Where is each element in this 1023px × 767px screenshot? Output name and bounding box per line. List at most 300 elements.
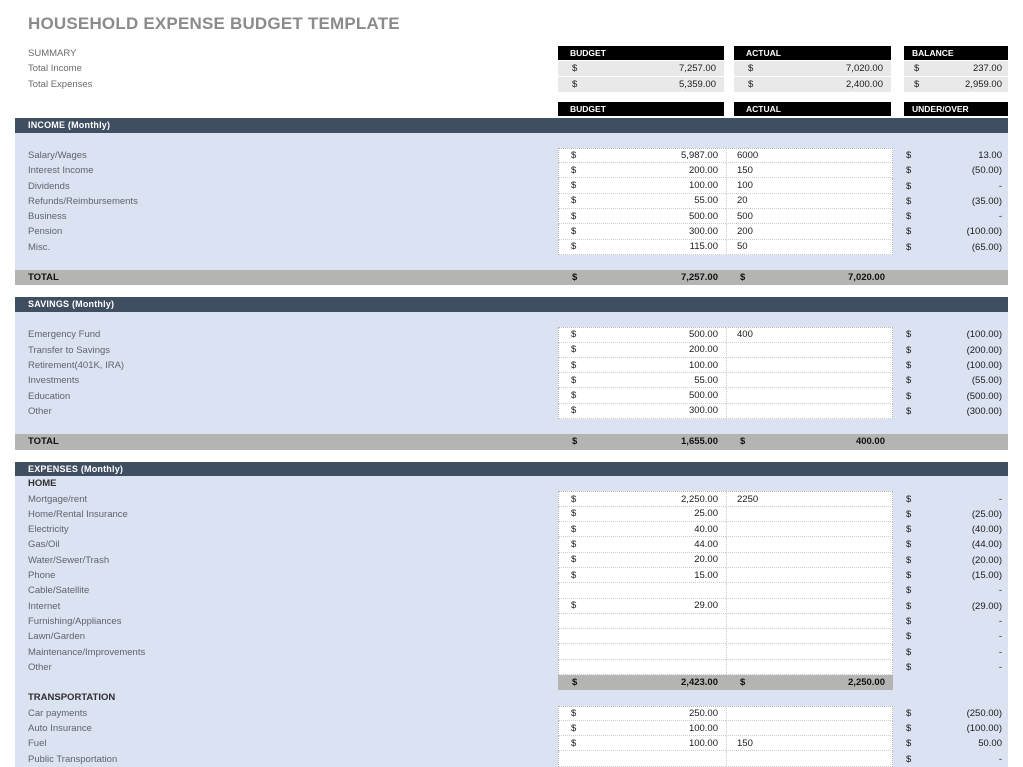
dollar-sign: $ (740, 677, 746, 689)
underover-value: (300.00) (966, 405, 1002, 417)
table-row (15, 343, 1008, 358)
budget-value: 500.00 (688, 210, 718, 222)
section-body-income (15, 133, 1008, 286)
budget-cell[interactable] (558, 721, 726, 736)
column-header-budget: BUDGET (558, 102, 724, 116)
table-row (15, 194, 1008, 209)
summary-row-label: Total Income (28, 63, 82, 74)
actual-cell[interactable] (726, 178, 893, 193)
dollar-sign: $ (906, 226, 912, 238)
table-row (15, 629, 1008, 644)
underover-cell (904, 509, 1008, 520)
summary-budget-value: 7,257.00 (679, 63, 716, 74)
underover-value: (200.00) (966, 344, 1002, 356)
table-row (15, 522, 1008, 537)
dollar-sign: $ (571, 210, 577, 222)
spacer-row (15, 255, 1008, 270)
underover-value: - (998, 211, 1002, 223)
dollar-sign: $ (571, 554, 577, 566)
column-gap (724, 102, 734, 116)
budget-value: 100.00 (688, 722, 718, 734)
actual-value: 150 (737, 164, 753, 176)
dollar-sign: $ (571, 707, 577, 719)
budget-cell[interactable] (558, 614, 726, 629)
budget-cell[interactable] (558, 327, 726, 342)
actual-cell[interactable] (726, 614, 893, 629)
budget-value: 100.00 (688, 180, 718, 192)
budget-cell[interactable] (558, 148, 726, 163)
underover-value: - (998, 180, 1002, 192)
row-label: Business (28, 211, 67, 223)
budget-cell[interactable] (558, 194, 726, 209)
underover-cell (904, 631, 1008, 642)
summary-balance-cell (904, 61, 1008, 76)
summary-balance-cell (904, 77, 1008, 92)
section-savings (15, 297, 1008, 449)
underover-cell (904, 226, 1008, 237)
actual-cell[interactable] (726, 660, 893, 675)
dollar-sign: $ (748, 63, 754, 74)
underover-cell (904, 360, 1008, 371)
dollar-sign: $ (571, 508, 577, 520)
budget-cell[interactable] (558, 660, 726, 675)
dollar-sign: $ (572, 63, 578, 74)
budget-cell[interactable] (558, 568, 726, 583)
dollar-sign: $ (571, 405, 577, 417)
budget-value: 29.00 (694, 600, 718, 612)
summary-actual-cell (734, 77, 891, 92)
column-header-underover: UNDER/OVER (904, 102, 1008, 116)
subtotal-actual-value: 2,250.00 (848, 677, 885, 689)
summary-row (15, 77, 1008, 92)
underover-cell (904, 242, 1008, 253)
budget-cell[interactable] (558, 736, 726, 751)
total-row (15, 434, 1008, 449)
budget-value: 40.00 (694, 523, 718, 535)
table-row (15, 568, 1008, 583)
table-row (15, 553, 1008, 568)
budget-cell[interactable] (558, 583, 726, 598)
dollar-sign: $ (906, 211, 912, 223)
summary-label: SUMMARY (28, 47, 77, 59)
dollar-sign: $ (571, 523, 577, 535)
spacer-row (15, 312, 1008, 327)
underover-cell (904, 524, 1008, 535)
row-label: Fuel (28, 738, 47, 750)
summary-rows (15, 61, 1008, 92)
underover-value: (50.00) (971, 165, 1002, 177)
budget-cell[interactable] (558, 163, 726, 178)
section-income (15, 118, 1008, 285)
dollar-sign: $ (906, 493, 912, 505)
underover-cell (904, 585, 1008, 596)
budget-cell[interactable] (558, 178, 726, 193)
underover-cell (904, 329, 1008, 340)
row-label: Retirement(401K, IRA) (28, 360, 125, 371)
budget-cell[interactable] (558, 644, 726, 659)
subtotal-budget-cell (558, 677, 726, 688)
total-actual-cell (726, 436, 893, 447)
budget-cell[interactable] (558, 404, 726, 419)
dollar-sign: $ (571, 538, 577, 550)
budget-cell[interactable] (558, 358, 726, 373)
underover-cell (904, 754, 1008, 765)
underover-value: - (998, 661, 1002, 673)
total-budget-value: 7,257.00 (681, 272, 718, 284)
budget-cell[interactable] (558, 209, 726, 224)
summary-actual-value: 2,400.00 (846, 79, 883, 90)
column-gap (891, 102, 904, 116)
total-actual-cell (726, 272, 893, 283)
section-expenses (15, 462, 1008, 767)
underover-value: (65.00) (971, 241, 1002, 253)
dollar-sign: $ (571, 390, 577, 402)
row-label: Salary/Wages (28, 149, 87, 161)
row-label: Interest Income (28, 165, 94, 177)
column-header-actual: ACTUAL (734, 102, 891, 116)
subtotal-strip (558, 675, 893, 690)
dollar-sign: $ (571, 164, 577, 176)
table-row (15, 404, 1008, 419)
dollar-sign: $ (572, 436, 578, 448)
total-label: TOTAL (28, 436, 59, 448)
actual-cell[interactable] (726, 553, 893, 568)
summary-row (15, 61, 1008, 76)
underover-value: - (998, 585, 1002, 597)
budget-value: 100.00 (688, 737, 718, 749)
row-label: Cable/Satellite (28, 585, 90, 597)
row-label: Furnishing/Appliances (28, 615, 122, 627)
table-row (15, 388, 1008, 403)
subtotal-row (15, 675, 1008, 690)
dollar-sign: $ (906, 753, 912, 765)
budget-cell[interactable] (558, 388, 726, 403)
budget-value: 250.00 (688, 707, 718, 719)
underover-cell (904, 211, 1008, 222)
total-budget-cell (558, 436, 726, 447)
budget-value: 200.00 (688, 164, 718, 176)
row-label: Home/Rental Insurance (28, 508, 128, 520)
table-row (15, 178, 1008, 193)
dollar-sign: $ (740, 272, 746, 284)
table-row (15, 358, 1008, 373)
subheader-label: HOME (28, 478, 57, 490)
actual-cell[interactable] (726, 163, 893, 178)
underover-value: - (998, 493, 1002, 505)
budget-value: 200.00 (688, 344, 718, 356)
table-row (15, 537, 1008, 552)
dollar-sign: $ (914, 79, 920, 90)
underover-cell (904, 539, 1008, 550)
row-label: Dividends (28, 180, 70, 192)
actual-value: 50 (737, 241, 748, 253)
dollar-sign: $ (906, 180, 912, 192)
underover-cell (904, 647, 1008, 658)
spacer-row (15, 419, 1008, 434)
budget-cell[interactable] (558, 522, 726, 537)
budget-cell[interactable] (558, 706, 726, 721)
underover-cell (904, 150, 1008, 161)
underover-value: (40.00) (971, 524, 1002, 536)
row-label: Other (28, 405, 52, 417)
actual-cell[interactable] (726, 599, 893, 614)
row-label: Gas/Oil (28, 539, 60, 551)
underover-cell (904, 181, 1008, 192)
dollar-sign: $ (906, 585, 912, 597)
row-label: Water/Sewer/Trash (28, 554, 110, 566)
dollar-sign: $ (906, 165, 912, 177)
row-label: Lawn/Garden (28, 631, 86, 643)
row-label: Maintenance/Improvements (28, 646, 146, 658)
table-row (15, 163, 1008, 178)
table-row (15, 373, 1008, 388)
dollar-sign: $ (906, 375, 912, 387)
budget-cell[interactable] (558, 553, 726, 568)
actual-cell[interactable] (726, 522, 893, 537)
actual-cell[interactable] (726, 194, 893, 209)
underover-value: (25.00) (971, 508, 1002, 520)
underover-value: (15.00) (971, 570, 1002, 582)
budget-cell[interactable] (558, 599, 726, 614)
summary-row-label: Total Expenses (28, 79, 93, 90)
dollar-sign: $ (906, 570, 912, 582)
table-row (15, 736, 1008, 751)
dollar-sign: $ (571, 195, 577, 207)
table-row (15, 706, 1008, 721)
budget-cell[interactable] (558, 507, 726, 522)
dollar-sign: $ (906, 707, 912, 719)
budget-value: 300.00 (688, 405, 718, 417)
dollar-sign: $ (571, 329, 577, 341)
row-label: Refunds/Reimbursements (28, 195, 138, 207)
budget-cell[interactable] (558, 343, 726, 358)
dollar-sign: $ (906, 723, 912, 735)
budget-value: 500.00 (688, 390, 718, 402)
table-row (15, 327, 1008, 342)
table-row (15, 491, 1008, 506)
spacer-row (15, 133, 1008, 148)
actual-cell[interactable] (726, 343, 893, 358)
section-header-savings: SAVINGS (Monthly) (15, 297, 1008, 312)
section-header-expenses: EXPENSES (Monthly) (15, 462, 1008, 477)
budget-value: 5,987.00 (681, 149, 718, 161)
dollar-sign: $ (571, 344, 577, 356)
underover-cell (904, 406, 1008, 417)
underover-cell (904, 391, 1008, 402)
dollar-sign: $ (906, 554, 912, 566)
summary-actual-cell (734, 61, 891, 76)
budget-cell[interactable] (558, 629, 726, 644)
budget-value: 115.00 (689, 241, 718, 253)
section-body-savings (15, 312, 1008, 450)
actual-value: 6000 (737, 149, 759, 161)
underover-value: (500.00) (966, 390, 1002, 402)
underover-value: (100.00) (966, 226, 1002, 238)
underover-cell (904, 738, 1008, 749)
summary-budget-value: 5,359.00 (679, 79, 716, 90)
dollar-sign: $ (906, 149, 912, 161)
summary-actual-value: 7,020.00 (846, 63, 883, 74)
underover-value: (100.00) (966, 329, 1002, 341)
budget-value: 300.00 (688, 225, 718, 237)
actual-cell[interactable] (726, 358, 893, 373)
dollar-sign: $ (906, 524, 912, 536)
section-header-income: INCOME (Monthly) (15, 118, 1008, 133)
actual-cell[interactable] (726, 736, 893, 751)
underover-cell (904, 375, 1008, 386)
dollar-sign: $ (571, 722, 577, 734)
budget-cell[interactable] (558, 224, 726, 239)
row-label: Pension (28, 226, 63, 238)
actual-cell[interactable] (726, 706, 893, 721)
actual-value: 2250 (737, 493, 759, 505)
row-label: Emergency Fund (28, 329, 101, 341)
dollar-sign: $ (571, 600, 577, 612)
underover-cell (904, 165, 1008, 176)
row-label: Auto Insurance (28, 723, 92, 735)
actual-value: 150 (737, 737, 753, 749)
total-budget-cell (558, 272, 726, 283)
table-row (15, 644, 1008, 659)
underover-cell (904, 601, 1008, 612)
dollar-sign: $ (572, 272, 578, 284)
dollar-sign: $ (572, 677, 578, 689)
total-label: TOTAL (28, 272, 59, 284)
actual-value: 500 (737, 210, 753, 222)
table-row (15, 148, 1008, 163)
dollar-sign: $ (906, 615, 912, 627)
summary-table (15, 46, 1008, 92)
actual-value: 100 (737, 180, 753, 192)
table-row (15, 224, 1008, 239)
budget-value: 55.00 (694, 195, 718, 207)
underover-value: (35.00) (971, 195, 1002, 207)
table-row (15, 660, 1008, 675)
budget-cell[interactable] (558, 537, 726, 552)
underover-value: (20.00) (971, 554, 1002, 566)
budget-value: 15.00 (694, 569, 718, 581)
subtotal-actual-cell (726, 677, 893, 688)
actual-cell[interactable] (726, 507, 893, 522)
total-row (15, 270, 1008, 285)
underover-value: 13.00 (978, 149, 1002, 161)
summary-balance-value: 2,959.00 (965, 79, 1002, 90)
dollar-sign: $ (571, 225, 577, 237)
dollar-sign: $ (906, 390, 912, 402)
row-label: Other (28, 661, 52, 673)
table-row (15, 751, 1008, 766)
budget-value: 44.00 (694, 538, 718, 550)
budget-value: 500.00 (688, 329, 718, 341)
summary-budget-cell (558, 77, 724, 92)
actual-cell[interactable] (726, 583, 893, 598)
summary-column-header-balance: BALANCE (904, 46, 1008, 60)
subheader-row (15, 476, 1008, 491)
subheader-label: TRANSPORTATION (28, 692, 116, 704)
row-label: Investments (28, 375, 80, 387)
actual-cell[interactable] (726, 373, 893, 388)
summary-budget-cell (558, 61, 724, 76)
row-label: Car payments (28, 707, 88, 719)
dollar-sign: $ (571, 359, 577, 371)
budget-cell[interactable] (558, 491, 726, 506)
budget-value: 100.00 (688, 359, 718, 371)
budget-value: 25.00 (694, 508, 718, 520)
table-row (15, 614, 1008, 629)
row-label: Phone (28, 570, 56, 582)
underover-value: - (998, 631, 1002, 643)
table-row (15, 507, 1008, 522)
budget-cell[interactable] (558, 240, 726, 255)
dollar-sign: $ (906, 329, 912, 341)
actual-cell[interactable] (726, 629, 893, 644)
underover-cell (904, 708, 1008, 719)
row-label: Mortgage/rent (28, 493, 88, 505)
dollar-sign: $ (571, 737, 577, 749)
actual-value: 400 (737, 329, 753, 341)
dollar-sign: $ (748, 79, 754, 90)
underover-cell (904, 494, 1008, 505)
actual-cell[interactable] (726, 404, 893, 419)
sections-container (15, 118, 1008, 767)
actual-cell[interactable] (726, 209, 893, 224)
subheader-row (15, 690, 1008, 705)
actual-cell[interactable] (726, 148, 893, 163)
dollar-sign: $ (906, 195, 912, 207)
page-title: HOUSEHOLD EXPENSE BUDGET TEMPLATE (28, 14, 400, 33)
budget-value: 55.00 (694, 374, 718, 386)
underover-cell (904, 570, 1008, 581)
underover-cell (904, 555, 1008, 566)
budget-cell[interactable] (558, 751, 726, 766)
underover-value: (100.00) (966, 723, 1002, 735)
actual-cell[interactable] (726, 327, 893, 342)
underover-value: (250.00) (966, 707, 1002, 719)
dollar-sign: $ (740, 436, 746, 448)
underover-cell (904, 616, 1008, 627)
dollar-sign: $ (571, 569, 577, 581)
actual-cell[interactable] (726, 388, 893, 403)
dollar-sign: $ (906, 600, 912, 612)
summary-column-header-actual: ACTUAL (734, 46, 891, 60)
row-label: Electricity (28, 524, 69, 536)
dollar-sign: $ (906, 646, 912, 658)
budget-cell[interactable] (558, 373, 726, 388)
row-label: Public Transportation (28, 753, 118, 765)
dollar-sign: $ (914, 63, 920, 74)
dollar-sign: $ (572, 79, 578, 90)
underover-value: - (998, 753, 1002, 765)
table-row (15, 599, 1008, 614)
dollar-sign: $ (906, 631, 912, 643)
actual-cell[interactable] (726, 568, 893, 583)
actual-cell[interactable] (726, 224, 893, 239)
actual-cell[interactable] (726, 537, 893, 552)
underover-cell (904, 345, 1008, 356)
underover-cell (904, 723, 1008, 734)
main-column-header-row (15, 102, 1008, 116)
actual-cell[interactable] (726, 491, 893, 506)
budget-value: 20.00 (694, 554, 718, 566)
underover-value: - (998, 615, 1002, 627)
actual-cell[interactable] (726, 644, 893, 659)
dollar-sign: $ (571, 374, 577, 386)
dollar-sign: $ (906, 539, 912, 551)
row-label: Misc. (28, 241, 51, 253)
actual-cell[interactable] (726, 751, 893, 766)
actual-cell[interactable] (726, 240, 893, 255)
actual-cell[interactable] (726, 721, 893, 736)
